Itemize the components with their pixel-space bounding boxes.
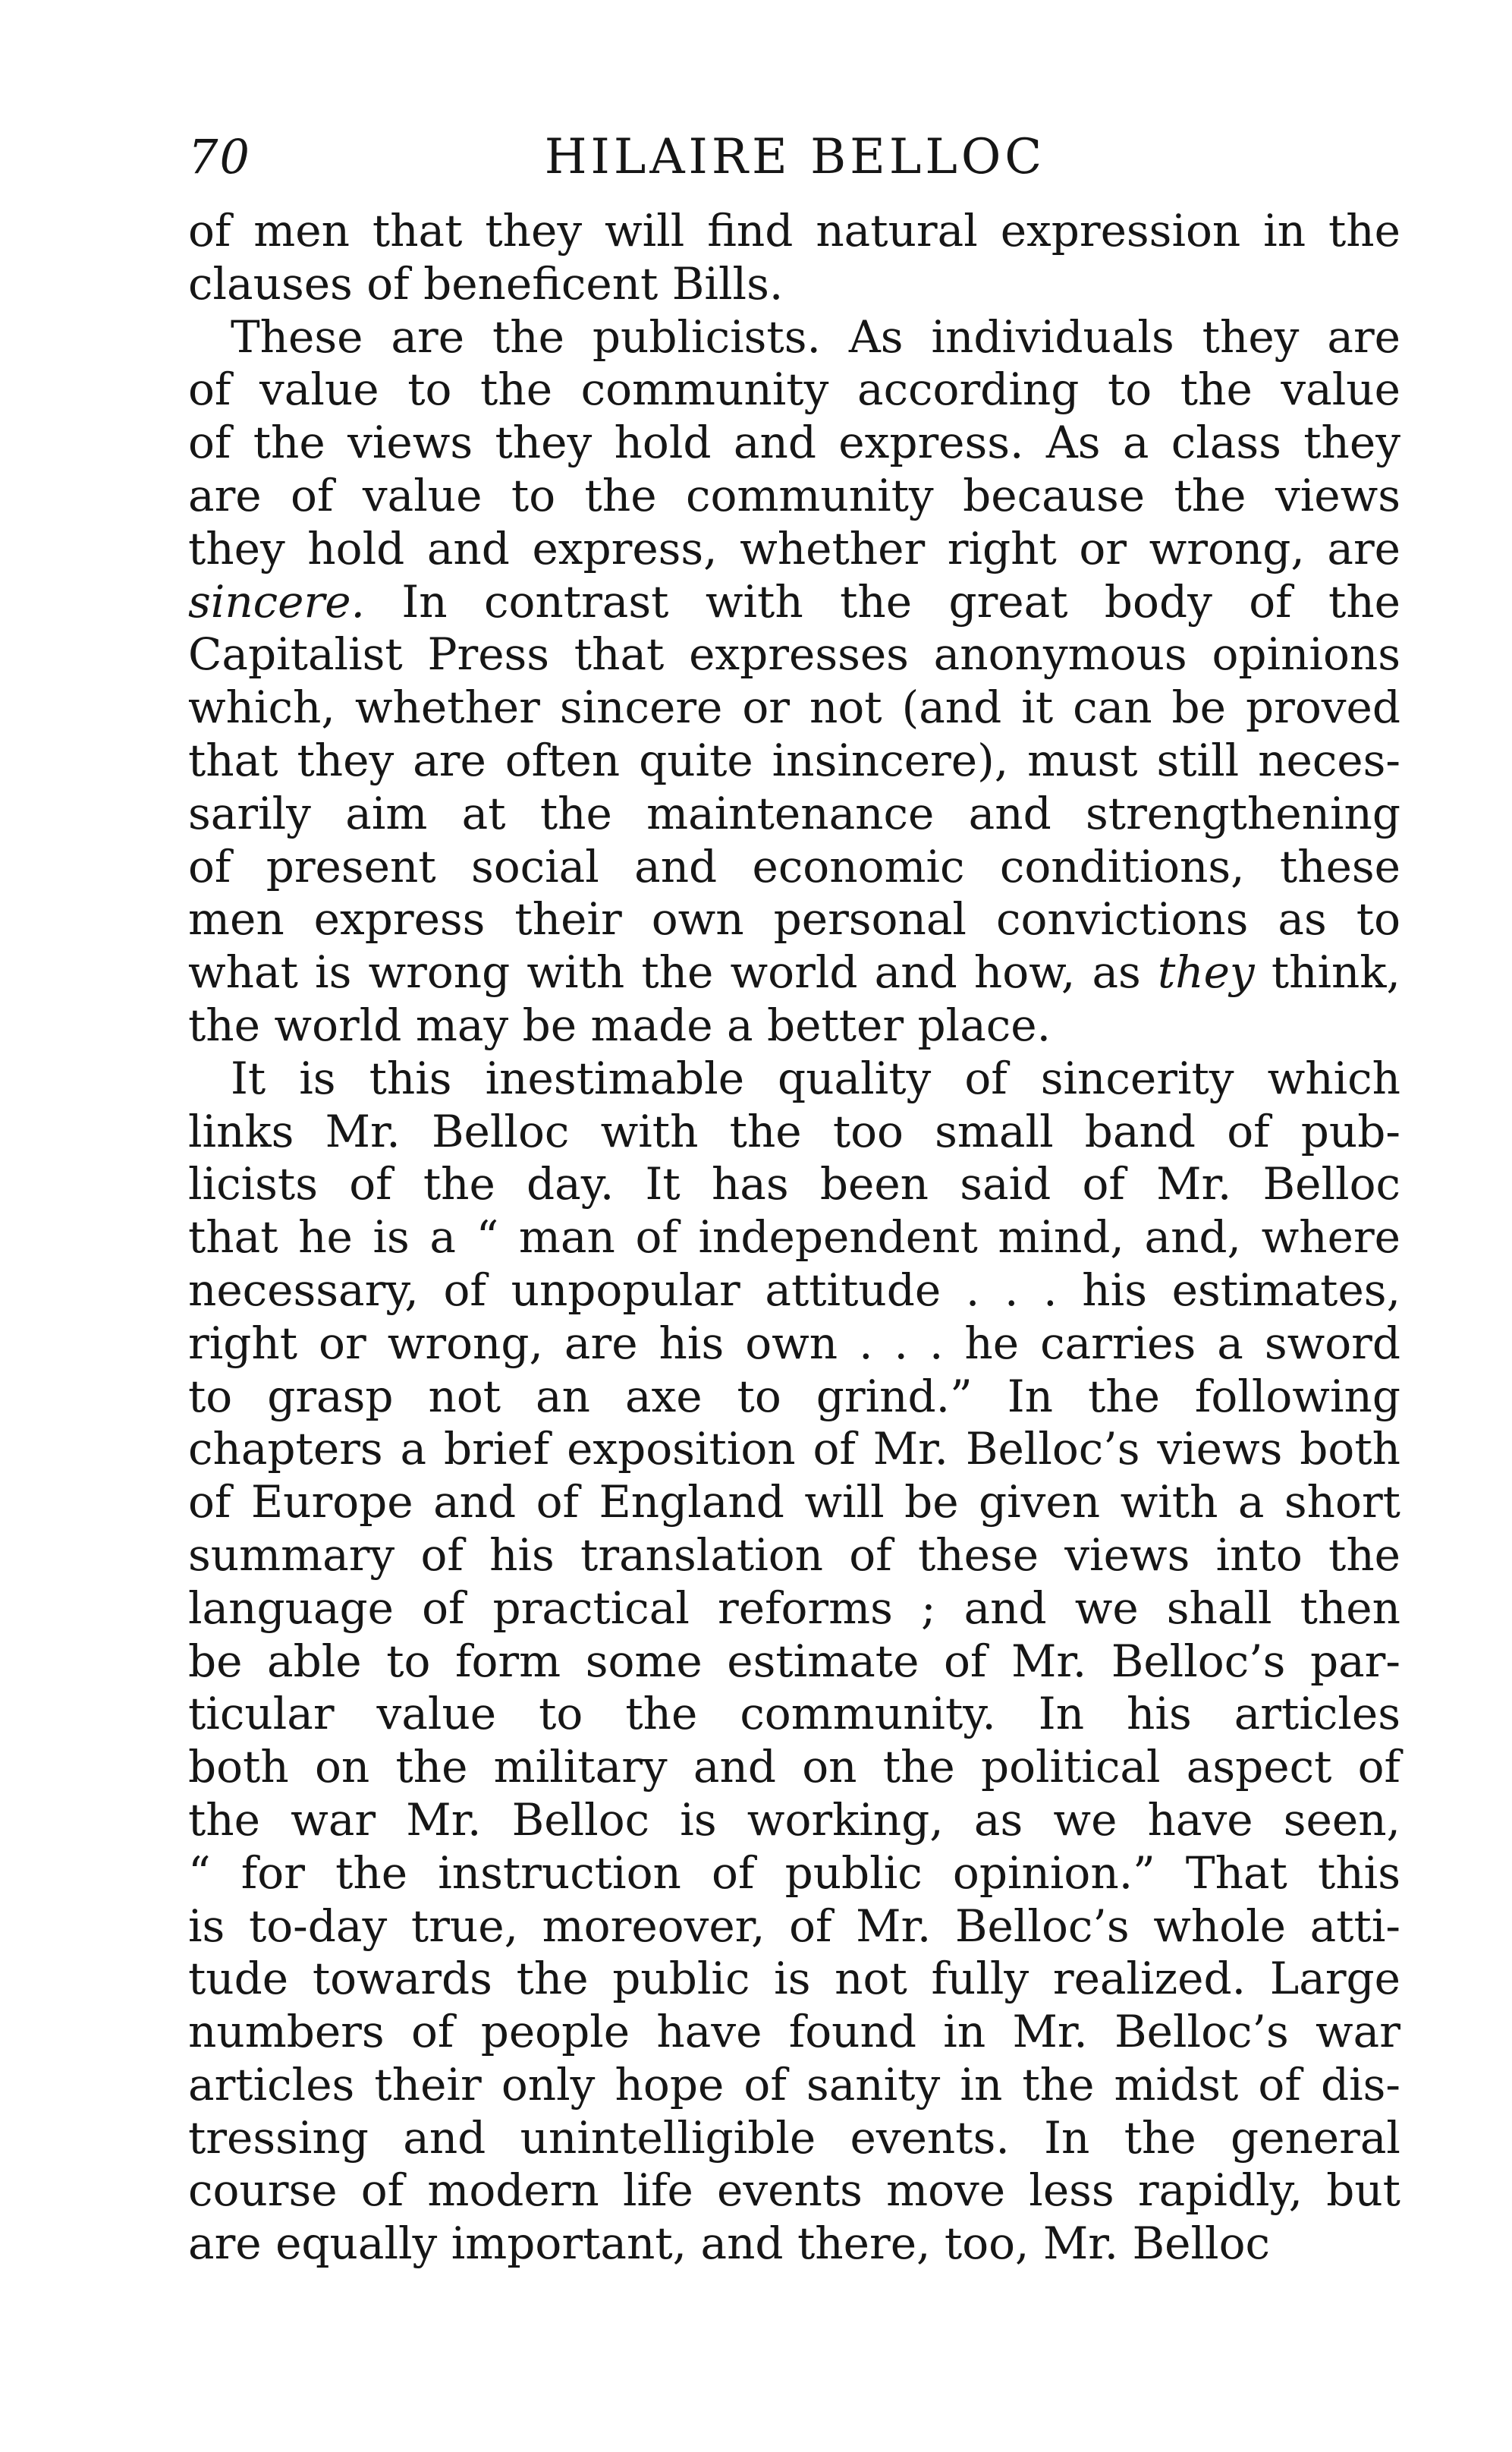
text-line	[188, 946, 1400, 999]
text-run: “ for the instruction of public opinion.” That this	[188, 1846, 1400, 1899]
paragraph	[188, 205, 1400, 311]
text-line	[188, 1371, 1400, 1424]
text-run: that he is a “ man of independent mind, and, where	[188, 1211, 1400, 1264]
text-run: both on the military and on the political aspect of	[188, 1741, 1400, 1793]
page-number: 70	[188, 129, 251, 184]
text-line	[188, 1529, 1400, 1582]
text-run: licists of the day. It has been said of Mr. Belloc	[188, 1158, 1400, 1210]
running-head: HILAIRE BELLOC	[544, 129, 1046, 185]
text-line	[188, 2112, 1400, 2165]
text-line	[188, 735, 1400, 788]
text-line	[188, 1847, 1400, 1900]
text-line	[188, 681, 1400, 735]
text-line	[188, 1264, 1400, 1317]
text-run: chapters a brief exposition of Mr. Belloc’s views both	[188, 1423, 1400, 1475]
text-run: tude towards the public is not fully realized. Large	[188, 1953, 1400, 2005]
text-line	[188, 1582, 1400, 1635]
text-line	[188, 2059, 1400, 2112]
text-line	[188, 1423, 1400, 1476]
text-run: summary of his translation of these views into the	[188, 1528, 1400, 1581]
text-line	[188, 417, 1400, 470]
text-line	[188, 1158, 1400, 1211]
text-line	[188, 576, 1400, 629]
text-line	[188, 1953, 1400, 2006]
text-line	[188, 258, 1400, 311]
text-run: are of value to the community because the views	[188, 469, 1400, 521]
text-run: articles their only hope of sanity in the midst of dis-	[188, 2058, 1400, 2110]
text-run: Capitalist Press that expresses anonymous opinions	[188, 628, 1400, 681]
text-line	[188, 1211, 1400, 1264]
page-header	[188, 115, 1402, 199]
text-line	[188, 205, 1400, 258]
text-line	[188, 2006, 1400, 2059]
text-run: right or wrong, are his own . . . he carries a sword	[188, 1317, 1400, 1369]
text-line	[188, 841, 1400, 894]
text-run: sarily aim at the maintenance and strengthening	[188, 787, 1400, 839]
text-line	[188, 1688, 1400, 1741]
text-line	[188, 1741, 1400, 1794]
text-run: what is wrong with the world and how, as	[188, 946, 1158, 999]
body-text	[188, 205, 1400, 2271]
text-run: of men that they will find natural expression in the	[188, 205, 1400, 257]
text-run: of present social and economic conditions, these	[188, 840, 1400, 892]
text-run: of Europe and of England will be given with a short	[188, 1476, 1400, 1528]
text-run: men express their own personal convictions as to	[188, 893, 1400, 946]
text-line	[188, 1053, 1400, 1106]
text-run: necessary, of unpopular attitude . . . his estimates,	[188, 1264, 1400, 1316]
text-run: be able to form some estimate of Mr. Belloc’s par-	[188, 1635, 1400, 1687]
text-line	[188, 311, 1400, 364]
text-line	[188, 1476, 1400, 1529]
text-run: that they are often quite insincere), must still neces-	[188, 734, 1400, 786]
text-run: they hold and express, whether right or wrong, are	[188, 522, 1400, 574]
text-run: numbers of people have found in Mr. Belloc’s war	[188, 2006, 1400, 2058]
text-line	[188, 364, 1400, 417]
text-run: clauses of beneficent Bills.	[188, 257, 784, 310]
text-run: language of practical reforms ; and we shall then	[188, 1582, 1400, 1634]
text-run: of value to the community according to the value	[188, 364, 1400, 416]
text-line	[188, 893, 1400, 946]
text-line	[188, 523, 1400, 576]
text-line	[188, 1794, 1400, 1847]
text-run: links Mr. Belloc with the too small band of pub-	[188, 1105, 1400, 1157]
text-line	[188, 788, 1400, 841]
text-run: think,	[1254, 946, 1400, 999]
text-line	[188, 470, 1400, 523]
text-run: ticular value to the community. In his articles	[188, 1688, 1400, 1740]
text-line	[188, 2164, 1400, 2218]
text-line	[188, 2218, 1400, 2271]
text-run: are equally important, and there, too, Mr. Belloc	[188, 2218, 1270, 2270]
text-run: of the views they hold and express. As a class they	[188, 417, 1400, 469]
text-run: In contrast with the great body of the	[364, 575, 1400, 628]
text-run: to grasp not an axe to grind.” In the following	[188, 1370, 1400, 1422]
paragraph	[188, 1053, 1400, 2271]
text-run: the world may be made a better place.	[188, 999, 1051, 1051]
text-line	[188, 1317, 1400, 1371]
italic-text-run: sincere.	[188, 575, 365, 628]
text-run: which, whether sincere or not (and it can be proved	[188, 681, 1400, 734]
text-line	[188, 999, 1400, 1053]
text-run: is to-day true, moreover, of Mr. Belloc’s whole atti-	[188, 1900, 1400, 1952]
text-run: tressing and unintelligible events. In the general	[188, 2111, 1400, 2164]
paragraph	[188, 311, 1400, 1053]
text-run: These are the publicists. As individuals they are	[231, 310, 1400, 363]
text-run: It is this inestimable quality of sincerity which	[231, 1052, 1400, 1104]
text-line	[188, 1106, 1400, 1159]
text-line	[188, 1900, 1400, 1953]
text-line	[188, 1635, 1400, 1689]
text-run: the war Mr. Belloc is working, as we have seen,	[188, 1793, 1400, 1846]
text-line	[188, 628, 1400, 681]
text-run: course of modern life events move less rapidly, but	[188, 2164, 1400, 2217]
italic-text-run: they	[1157, 946, 1255, 999]
